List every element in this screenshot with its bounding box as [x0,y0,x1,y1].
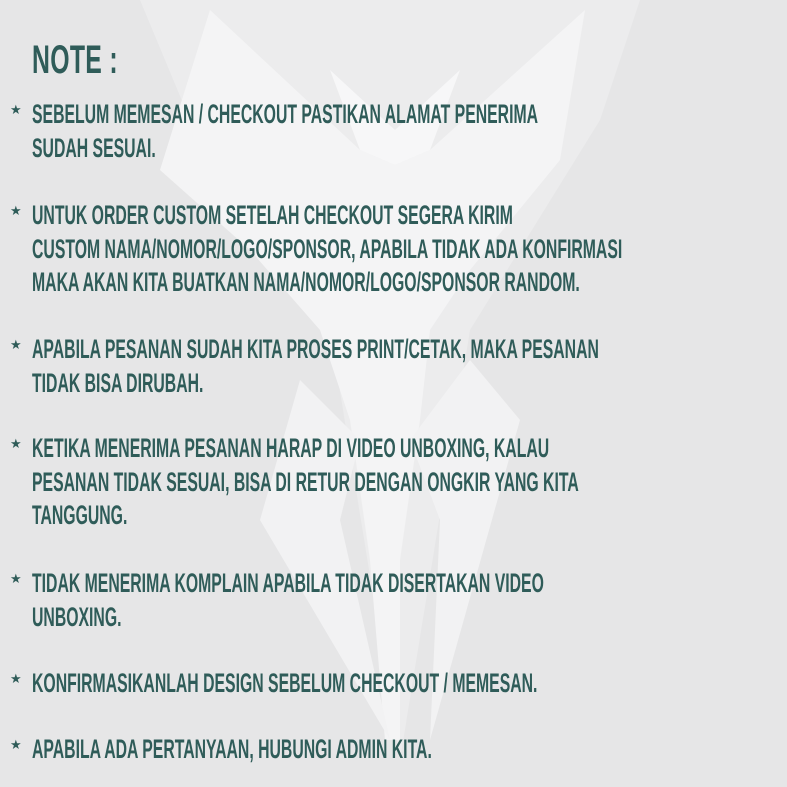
star-icon: ★ [10,738,22,753]
star-icon: ★ [10,572,22,587]
star-icon: ★ [10,103,22,118]
note-text [32,333,599,400]
note-text [32,432,579,533]
note-line: APABILA ADA PERTANYAAN, HUBUNGI ADMIN KITA. [32,734,432,764]
page-title: NOTE : [32,38,118,82]
note-line: APABILA PESANAN SUDAH KITA PROSES PRINT/CETAK, MAKA PESANAN [32,334,599,364]
note-line: UNBOXING. [32,601,122,632]
star-icon: ★ [10,672,22,687]
note-text [32,733,432,767]
note-line: CUSTOM NAMA/NOMOR/LOGO/SPONSOR, APABILA TIDAK ADA KONFIRMASI [32,233,623,264]
note-line: MAKA AKAN KITA BUATKAN NAMA/NOMOR/LOGO/SPONSOR RANDOM. [32,267,580,297]
note-line: SUDAH SESUAI. [32,132,156,163]
note-line: PESANAN TIDAK SESUAI, BISA DI RETUR DENGAN ONGKIR YANG KITA [32,466,579,497]
note-line: SEBELUM MEMESAN / CHECKOUT PASTIKAN ALAMAT PENERIMA [32,99,539,129]
note-line: KETIKA MENERIMA PESANAN HARAP DI VIDEO UNBOXING, KALAU [32,433,550,463]
note-text [32,567,544,634]
note-line: KONFIRMASIKANLAH DESIGN SEBELUM CHECKOUT / MEMESAN. [32,668,538,698]
star-icon: ★ [10,204,22,219]
star-icon: ★ [10,338,22,353]
note-text [32,98,538,165]
note-line: TANGGUNG. [32,500,128,530]
star-icon: ★ [10,437,22,452]
note-line: TIDAK BISA DIRUBAH. [32,367,204,398]
note-line: UNTUK ORDER CUSTOM SETELAH CHECKOUT SEGERA KIRIM [32,200,513,230]
note-text [32,199,622,300]
note-text [32,667,537,701]
note-line: TIDAK MENERIMA KOMPLAIN APABILA TIDAK DISERTAKAN VIDEO [32,568,544,598]
